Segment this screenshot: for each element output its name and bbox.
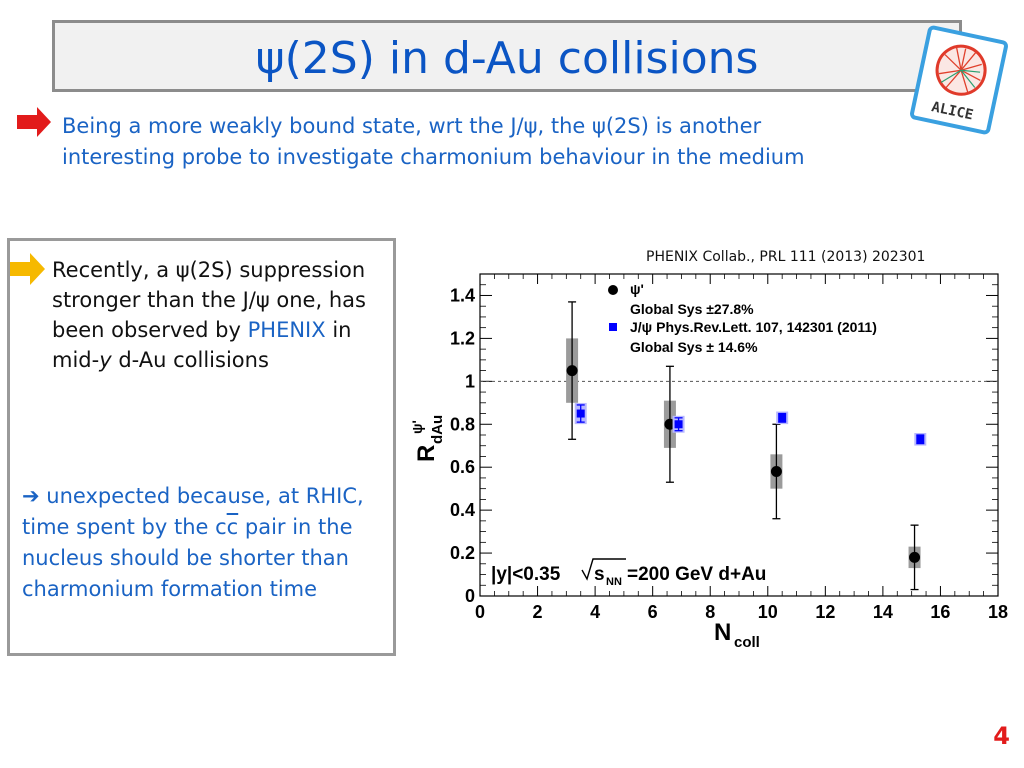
x-tick-label: 14 — [872, 602, 893, 622]
x-tick-label: 0 — [474, 602, 486, 622]
citation: PHENIX Collab., PRL 111 (2013) 202301 — [646, 249, 926, 265]
x-tick-label: 6 — [647, 602, 658, 622]
recent-text-post: d-Au collisions — [111, 348, 269, 372]
legend-psi-label: ψ' — [630, 281, 644, 297]
x-tick-label: 4 — [590, 602, 601, 622]
kinematic-annotation — [491, 559, 766, 588]
y-axis-label: R — [413, 444, 440, 462]
psi2s-data-point — [909, 552, 920, 563]
x-tick-label: 8 — [705, 602, 716, 622]
y-tick-label: 1.4 — [449, 285, 475, 306]
page-number: 4 — [993, 722, 1010, 750]
intro-line-1: Being a more weakly bound state, wrt the J/ψ, the ψ(2S) is another — [62, 114, 762, 138]
x-tick-label: 18 — [987, 602, 1009, 622]
recent-text-mid: in mid- — [52, 318, 352, 372]
y-axis-label-sub: dAu — [429, 414, 446, 444]
x-tick-label: 12 — [815, 602, 836, 622]
y-tick-label: 0 — [464, 586, 475, 606]
red-arrow-icon — [17, 107, 53, 137]
psi2s-data-point — [567, 365, 578, 376]
legend-jpsi-label: J/ψ Phys.Rev.Lett. 107, 142301 (2011) — [630, 319, 877, 335]
y-tick-label: 1.2 — [449, 328, 475, 349]
unexpected-text-pre: ➔ unexpected because, at RHIC, time spent by the c — [22, 484, 364, 539]
title-box — [52, 20, 962, 92]
x-axis-label: N — [714, 619, 732, 646]
legend-jpsi-sys: Global Sys ± 14.6% — [630, 339, 758, 355]
legend-jpsi-marker — [609, 323, 617, 331]
jpsi-data-point — [577, 410, 585, 418]
legend-psi-marker — [608, 285, 618, 295]
y-tick-label: 0.8 — [449, 414, 475, 435]
y-tick-label: 0.4 — [449, 500, 475, 521]
psi2s-raa-chart — [409, 262, 1018, 657]
recent-observation-text — [52, 255, 392, 375]
legend-psi-sys: Global Sys ±27.8% — [630, 301, 754, 317]
sqrt-s-text: s — [594, 564, 605, 585]
x-axis-label-sub: coll — [734, 634, 760, 651]
rapidity-y: y — [99, 348, 112, 372]
recent-text-pre: Recently, a ψ(2S) suppression stronger than the J/ψ one, has been observed by — [52, 258, 366, 342]
x-tick-label: 2 — [532, 602, 543, 622]
yellow-arrow-icon — [10, 253, 46, 285]
anti-charm-c: $\overline{c}$ — [226, 515, 239, 539]
psi2s-data-point — [771, 466, 782, 477]
unexpected-text-post: pair in the nucleus should be shorter than charmonium formation time — [22, 515, 353, 601]
y-tick-label: 0.6 — [449, 457, 475, 478]
y-tick-label: 0.2 — [449, 543, 475, 564]
jpsi-data-point — [778, 414, 786, 422]
y-axis-label-sup: ψ' — [409, 420, 425, 434]
intro-text — [62, 111, 992, 173]
y-tick-label: 1 — [464, 371, 475, 392]
x-tick-label: 16 — [930, 602, 951, 622]
energy-annotation: =200 GeV d+Au — [627, 564, 767, 585]
slide-title: ψ(2S) in d-Au collisions — [255, 33, 759, 84]
phenix-highlight: PHENIX — [247, 318, 326, 342]
unexpected-text — [22, 481, 396, 605]
jpsi-data-point — [675, 420, 683, 428]
x-tick-label: 10 — [757, 602, 778, 622]
intro-line-2: interesting probe to investigate charmonium behaviour in the medium — [62, 145, 805, 169]
jpsi-data-point — [916, 435, 924, 443]
rapidity-annotation: |y|<0.35 — [491, 564, 561, 585]
sqrt-s-sub: NN — [606, 576, 622, 588]
alice-logo-text: ALICE — [930, 99, 975, 124]
